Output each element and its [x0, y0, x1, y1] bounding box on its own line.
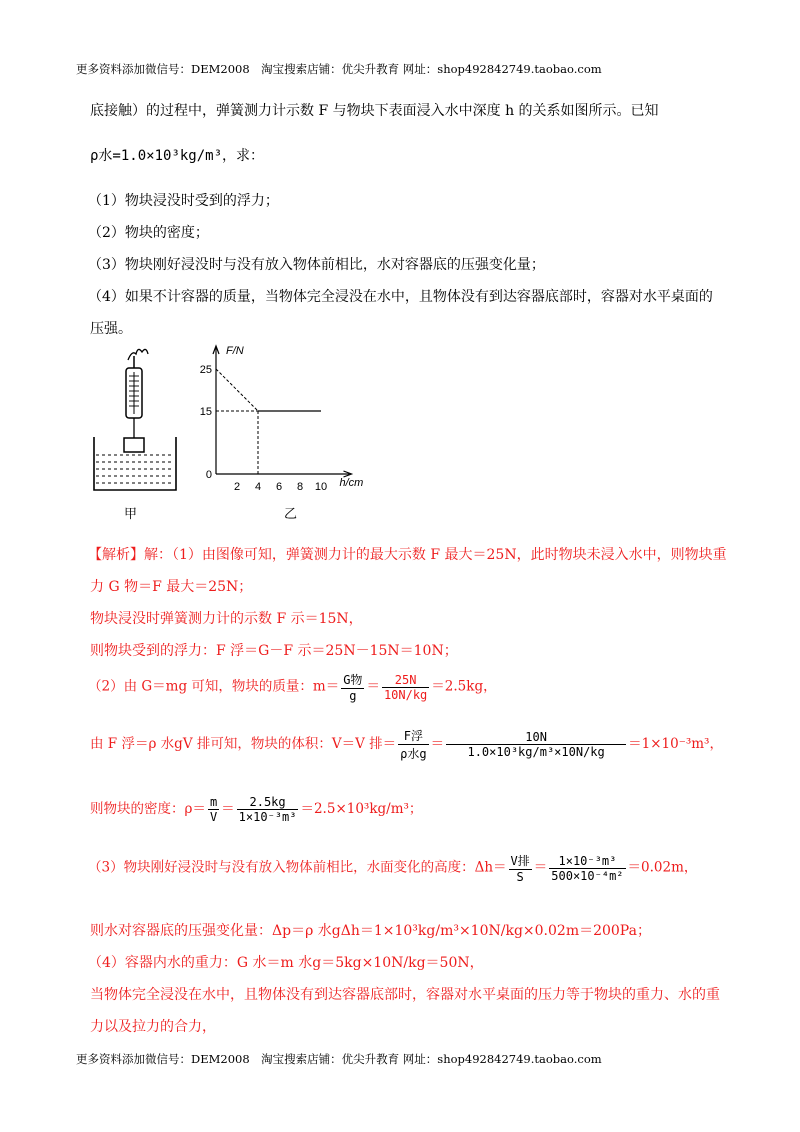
x-tick-label: 6 [275, 481, 283, 493]
series-line-dashed [216, 369, 258, 411]
y-tick-label: 25 [199, 364, 212, 376]
mass-prefix: （2）由 G＝mg 可知，物块的质量：m＝ [88, 678, 340, 695]
mass-result: ＝2.5kg， [431, 678, 497, 695]
density-prefix: 则物块的密度：ρ＝ [90, 801, 206, 817]
solution-line-1: 【解析】解：（1）由图像可知，弹簧测力计的最大示数 F 最大＝25N，此时物块未浸入水中，则物块重 [88, 547, 727, 563]
solution-line-9: 则水对容器底的压强变化量：Δp＝ρ 水gΔh＝1×10³kg/m³×10N/kg×0.02m＝200Pa； [90, 923, 651, 939]
fraction-numerator: F浮 [403, 729, 423, 743]
density-result: ＝2.5×10³kg/m³； [300, 801, 423, 817]
fraction-denominator: 10N/kg [383, 687, 428, 702]
solution-density-line: 则物块的密度：ρ＝ $\frac{m}{V}$ ＝ $\frac{2.5kg}{\text{1×10⁻³m³}}$ ＝2.5×10³kg/m³； [90, 795, 423, 824]
mass-fraction-1 [341, 671, 364, 703]
question-2: （2）物块的密度； [88, 225, 209, 241]
fraction-denominator: 1×10⁻³m³ [238, 810, 297, 824]
page-footer: 更多资料添加微信号：DEM2008 淘宝搜索店铺：优尖升教育 网址：shop492842749.taobao.com [76, 1052, 602, 1066]
solution-line-10: （4）容器内水的重力：G 水＝m 水g＝5kg×10N/kg＝50N， [88, 955, 484, 971]
figure-a-caption: 甲 [124, 507, 138, 522]
force-depth-chart [196, 340, 376, 500]
fraction-numerator: 1×10⁻³m³ [558, 853, 617, 868]
fraction-numerator: G物 [343, 673, 363, 687]
question-1: （1）物块浸没时受到的浮力； [88, 193, 279, 209]
problem-line-1: 底接触）的过程中，弹簧测力计示数 F 与物块下表面浸入水中深度 h 的关系如图所示。已知 [90, 103, 659, 119]
fraction-denominator: g [341, 688, 364, 703]
fraction-denominator: 500×10⁻⁴m² [551, 868, 624, 883]
volume-prefix: 由 F 浮＝ρ 水gV 排可知，物块的体积：V＝V 排＝ [90, 736, 397, 752]
height-fraction-2 [549, 854, 625, 883]
mass-fraction-2 [382, 673, 429, 702]
density-fraction-2 [237, 795, 299, 824]
x-axis-label: h/cm [339, 477, 364, 489]
spring-scale-figure [90, 342, 180, 497]
volume-fraction-2 [446, 730, 626, 759]
page-header: 更多资料添加微信号：DEM2008 淘宝搜索店铺：优尖升教育 网址：shop492842749.taobao.com [76, 62, 602, 76]
x-tick-label: 4 [254, 481, 262, 493]
fraction-denominator: V [209, 810, 218, 824]
x-tick-label: 2 [233, 481, 241, 493]
volume-fraction-1 [398, 727, 428, 762]
height-prefix: （3）物块刚好浸没时与没有放入物体前相比，水面变化的高度：Δh＝ [88, 859, 507, 876]
fraction-numerator: m [209, 795, 218, 809]
solution-line-12: 力以及拉力的合力， [90, 1019, 216, 1035]
y-tick-label: 0 [205, 469, 212, 481]
fraction-denominator: S [509, 869, 532, 884]
volume-result: ＝1×10⁻³m³， [628, 736, 723, 752]
solution-line-11: 当物体完全浸没在水中，且物体没有到达容器底部时，容器对水平桌面的压力等于物块的重力、水的重 [90, 987, 720, 1003]
fraction-numerator: 10N [525, 730, 547, 744]
solution-line-2: 力 G 物＝F 最大＝25N； [90, 579, 253, 595]
solution-mass-line: （2）由 G＝mg 可知，物块的质量：m＝ $\frac{\text{G物}}{g}$ ＝ $\frac{25N}{10N/kg}$ ＝2.5kg， [88, 672, 497, 703]
solution-height-line: （3）物块刚好浸没时与没有放入物体前相比，水面变化的高度：Δh＝ $\frac{\text{V排}}{S}$ ＝ $\frac{\text{1×10⁻³m³}}{\text{500×10⁻⁴m²}}$ ＝0.02m， [88, 853, 698, 884]
height-fraction-1 [509, 852, 532, 884]
question-4: （4）如果不计容器的质量，当物体完全浸没在水中，且物体没有到达容器底部时，容器对水平桌面的 [88, 289, 713, 305]
fraction-denominator: 1.0×10³kg/m³×10N/kg [446, 744, 626, 759]
problem-density-line: ρ水=1.0×10³kg/m³，求： [90, 148, 265, 164]
x-tick-label: 8 [296, 481, 304, 493]
figure-b-caption: 乙 [284, 507, 298, 522]
y-axis-label: F/N [226, 345, 244, 357]
fraction-numerator: 25N [394, 672, 417, 687]
height-result: ＝0.02m， [627, 859, 698, 876]
fraction-numerator: V排 [510, 854, 530, 868]
y-tick-label: 15 [199, 406, 212, 418]
fraction-numerator: 2.5kg [249, 795, 286, 809]
question-4-cont: 压强。 [90, 321, 132, 337]
x-tick-label: 10 [314, 481, 328, 493]
fraction-denominator: ρ水g [398, 744, 428, 762]
solution-volume-line: 由 F 浮＝ρ 水gV 排可知，物块的体积：V＝V 排＝ $\frac{\text{F浮}}{\text{ρ水g}}$ ＝ $\frac{10N}{\text{1.0×10³kg/m³×10N/kg}}$ ＝1×10⁻³m³， [90, 729, 723, 761]
density-fraction-1 [208, 795, 219, 824]
solution-line-3: 物块浸没时弹簧测力计的示数 F 示＝15N， [90, 611, 363, 627]
question-3: （3）物块刚好浸没时与没有放入物体前相比，水对容器底的压强变化量； [88, 257, 545, 273]
solution-line-4: 则物块受到的浮力：F 浮＝G－F 示＝25N－15N＝10N； [90, 643, 458, 659]
